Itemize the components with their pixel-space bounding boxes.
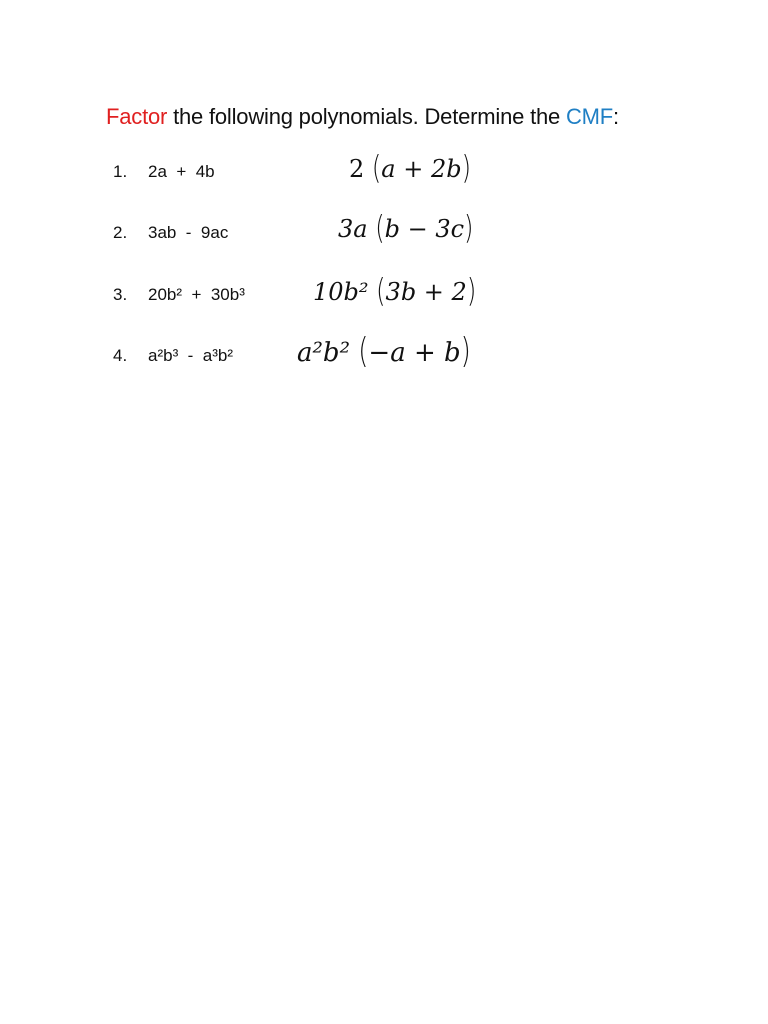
close-paren: ) bbox=[460, 331, 471, 372]
close-paren: ) bbox=[461, 148, 471, 187]
problem-expression: 3ab - 9ac bbox=[148, 223, 229, 242]
instructions-heading bbox=[106, 104, 619, 130]
problem-expression: 20b² + 30b³ bbox=[148, 285, 245, 304]
close-paren: ) bbox=[466, 271, 477, 310]
problem-number: 4. bbox=[113, 346, 128, 365]
close-paren: ) bbox=[464, 208, 474, 247]
heading-text: the following polynomials. Determine the bbox=[167, 104, 566, 129]
answer-inner: a + 2b bbox=[381, 155, 462, 183]
heading-colon: : bbox=[613, 104, 619, 129]
open-paren: ( bbox=[371, 148, 382, 187]
answer-prefix: 3a bbox=[338, 215, 368, 243]
problem-3 bbox=[113, 285, 245, 305]
open-paren: ( bbox=[358, 331, 369, 372]
answer-inner: −a + b bbox=[368, 338, 461, 368]
problem-number: 1. bbox=[113, 162, 128, 181]
problem-number: 2. bbox=[113, 223, 128, 242]
answer-prefix: 10b² bbox=[313, 278, 369, 306]
problem-expression: 2a + 4b bbox=[148, 162, 215, 181]
problem-1 bbox=[113, 162, 215, 182]
problem-4 bbox=[113, 346, 233, 366]
answer-2 bbox=[338, 208, 474, 247]
problem-2 bbox=[113, 223, 228, 243]
answer-3 bbox=[313, 271, 477, 310]
answer-4 bbox=[297, 331, 471, 372]
problem-expression: a²b³ - a³b² bbox=[148, 346, 234, 365]
answer-inner: b − 3c bbox=[384, 215, 465, 243]
answer-1 bbox=[349, 148, 471, 187]
cmf-word: CMF bbox=[565, 104, 614, 129]
factor-word: Factor bbox=[106, 104, 168, 129]
answer-prefix: a²b² bbox=[297, 338, 350, 368]
open-paren: ( bbox=[376, 271, 386, 310]
answer-inner: 3b + 2 bbox=[385, 278, 467, 306]
answer-prefix: 2 bbox=[349, 155, 365, 183]
problem-number: 3. bbox=[113, 285, 128, 304]
open-paren: ( bbox=[375, 208, 385, 247]
